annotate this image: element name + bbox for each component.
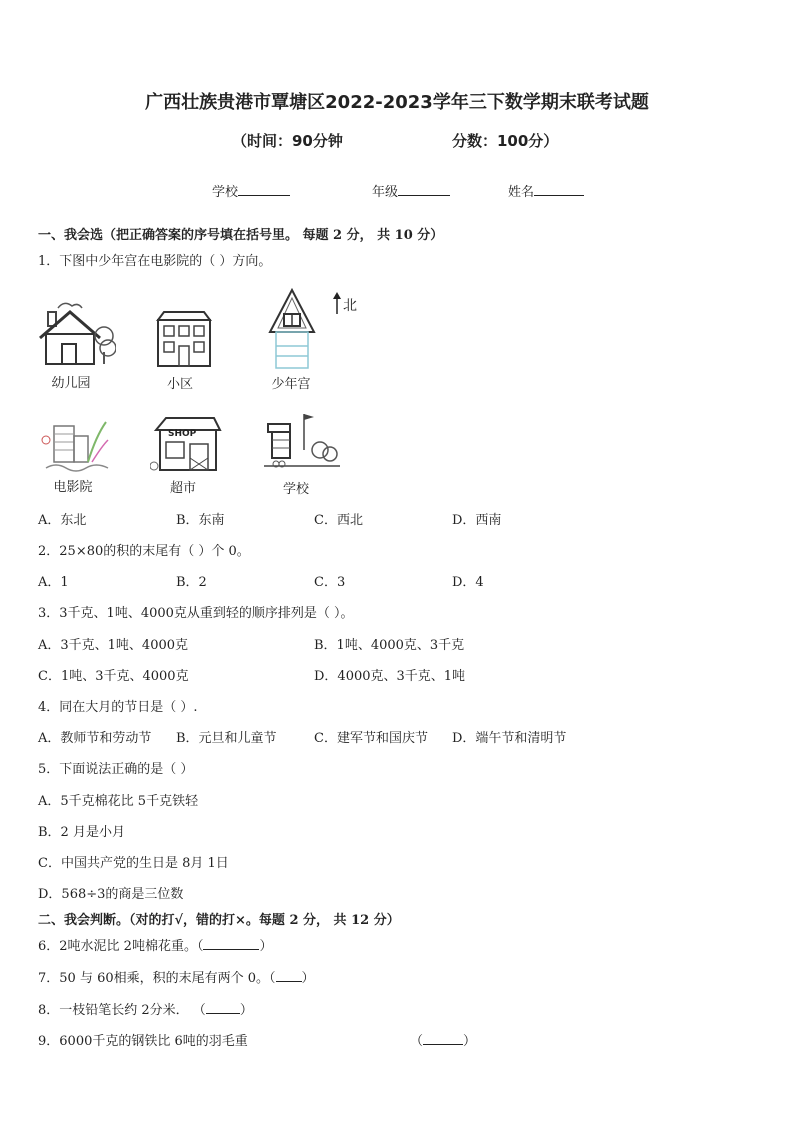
- q1-option-b[interactable]: B．东南: [176, 513, 225, 528]
- place-residential: 小区: [166, 377, 193, 392]
- q2-option-b[interactable]: B．2: [176, 575, 207, 590]
- name-blank[interactable]: [534, 183, 584, 196]
- school-blank[interactable]: [238, 183, 290, 196]
- judge-item-6: [38, 935, 272, 954]
- q4-option-b[interactable]: B．元旦和儿童节: [176, 731, 277, 746]
- judge-item-7-text: 7．50 与 60相乘，积的末尾有两个 0。（: [38, 971, 276, 986]
- page-title: 广西壮族贵港市覃塘区2022-2023学年三下数学期末联考试题: [145, 92, 649, 113]
- q3-option-a[interactable]: A．3千克、1吨、4000克: [38, 638, 189, 653]
- judge-item-7-close: ）: [301, 971, 315, 986]
- school-icon: [262, 410, 342, 476]
- q2-option-c[interactable]: C．3: [314, 575, 346, 590]
- score-label: 分数：100分）: [452, 132, 559, 150]
- kindergarten-icon: [36, 300, 116, 370]
- place-kindergarten: 幼儿园: [51, 376, 91, 391]
- name-label: 姓名: [508, 185, 535, 200]
- q4-option-d[interactable]: D．端午节和清明节: [452, 731, 567, 746]
- q1-stem: 1．下图中少年宫在电影院的（ ）方向。: [38, 254, 272, 269]
- youth-palace-icon: [264, 288, 320, 372]
- section1-heading: 一、我会选（把正确答案的序号填在括号里。 每题 2 分， 共 10 分）: [38, 228, 444, 243]
- grade-blank[interactable]: [398, 183, 450, 196]
- q3-stem: 3．3千克、1吨、4000克从重到轻的顺序排列是（ ）。: [38, 606, 354, 621]
- judge-item-8-close: ）: [239, 1003, 253, 1018]
- q2-option-d[interactable]: D．4: [452, 575, 484, 590]
- shop-sign: SHOP: [168, 429, 197, 439]
- q1-option-c[interactable]: C．西北: [314, 513, 363, 528]
- q5-option-a[interactable]: A．5千克棉花比 5千克铁轻: [38, 794, 199, 809]
- place-youth-palace: 少年宫: [271, 377, 311, 392]
- residential-icon: [152, 310, 216, 368]
- place-school: 学校: [282, 482, 309, 497]
- time-label: （时间：90分钟: [232, 132, 343, 150]
- section2-heading: 二、我会判断。（对的打√，错的打×。每题 2 分， 共 12 分）: [38, 913, 400, 928]
- place-cinema: 电影院: [53, 480, 93, 495]
- q3-option-d[interactable]: D．4000克、3千克、1吨: [314, 669, 466, 684]
- school-field[interactable]: [212, 181, 290, 200]
- q1-option-a[interactable]: A．东北: [38, 513, 87, 528]
- judge-item-6-close: ）: [259, 939, 273, 954]
- judge-item-6-blank[interactable]: [203, 937, 259, 950]
- q4-stem: 4．同在大月的节日是（ ）.: [38, 700, 198, 715]
- place-supermarket: 超市: [169, 481, 196, 496]
- q5-stem: 5．下面说法正确的是（ ）: [38, 762, 194, 777]
- grade-field[interactable]: [372, 181, 450, 200]
- cinema-icon: [40, 416, 114, 474]
- judge-item-6-text: 6．2吨水泥比 2吨棉花重。（: [38, 939, 204, 954]
- supermarket-icon: [150, 414, 224, 476]
- q1-option-d[interactable]: D．西南: [452, 513, 502, 528]
- north-label: 北: [343, 298, 357, 314]
- grade-label: 年级: [372, 185, 399, 200]
- q3-option-c[interactable]: C．1吨、3千克、4000克: [38, 669, 189, 684]
- q3-option-b[interactable]: B．1吨、4000克、3千克: [314, 638, 465, 653]
- judge-item-9-close: ）: [463, 1034, 477, 1049]
- q2-option-a[interactable]: A．1: [38, 575, 69, 590]
- school-label: 学校: [212, 185, 239, 200]
- judge-item-8: [38, 999, 253, 1018]
- q2-stem: 2．25×80的积的末尾有（ ）个 0。: [38, 544, 250, 559]
- q4-option-c[interactable]: C．建军节和国庆节: [314, 731, 428, 746]
- q5-option-b[interactable]: B．2 月是小月: [38, 825, 125, 840]
- judge-item-7: [38, 967, 315, 986]
- q5-option-c[interactable]: C．中国共产党的生日是 8月 1日: [38, 856, 229, 871]
- judge-item-9-answer: [410, 1030, 476, 1049]
- q5-option-d[interactable]: D．568÷3的商是三位数: [38, 887, 184, 902]
- judge-item-8-text: 8．一枝铅笔长约 2分米． （: [38, 1003, 206, 1018]
- judge-item-8-blank[interactable]: [206, 1001, 240, 1014]
- judge-item-9: 9．6000千克的钢铁比 6吨的羽毛重: [38, 1034, 248, 1049]
- judge-item-9-open: （: [410, 1034, 424, 1049]
- judge-item-7-blank[interactable]: [276, 969, 302, 982]
- name-field[interactable]: [508, 181, 584, 200]
- q4-option-a[interactable]: A．教师节和劳动节: [38, 731, 152, 746]
- north-arrow-icon: [332, 292, 342, 314]
- judge-item-9-blank[interactable]: [423, 1032, 463, 1045]
